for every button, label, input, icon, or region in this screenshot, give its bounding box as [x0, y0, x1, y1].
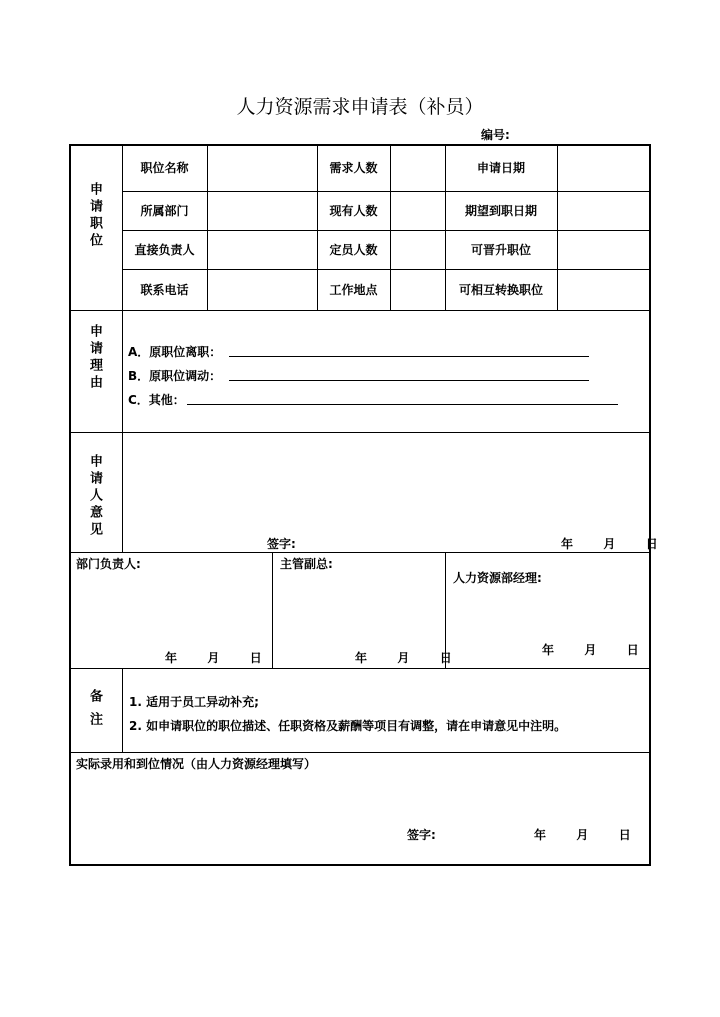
field-label-phone: 联系电话	[140, 283, 189, 297]
dept-head-label: 部门负责人:	[76, 557, 141, 571]
hr-manager-label: 人力资源部经理:	[453, 571, 542, 585]
date-month: 月	[603, 537, 616, 551]
form-title: 人力资源需求申请表（补员）	[236, 96, 484, 118]
direct-supervisor-input[interactable]	[207, 230, 317, 269]
phone-input[interactable]	[207, 269, 317, 310]
position-name-input[interactable]	[207, 144, 317, 191]
current-headcount-input[interactable]	[390, 191, 445, 230]
work-location-input[interactable]	[390, 269, 445, 310]
department-input[interactable]	[207, 191, 317, 230]
field-label-work-location: 工作地点	[329, 283, 378, 297]
date-month: 月	[397, 651, 410, 665]
date-day: 日	[626, 643, 639, 657]
date-month: 月	[576, 828, 589, 842]
date-day: 日	[618, 828, 631, 842]
section-label-applicant-opinion: 申请人意见	[87, 454, 102, 539]
field-label-headcount-needed: 需求人数	[329, 161, 378, 175]
applicant-sign-label: 签字:	[267, 537, 296, 551]
field-label-expected-start-date: 期望到职日期	[464, 204, 537, 218]
reason-b-input-line[interactable]	[229, 380, 589, 381]
headcount-needed-input[interactable]	[390, 144, 445, 191]
date-month: 月	[207, 651, 220, 665]
transferable-position-input[interactable]	[557, 269, 649, 310]
reason-option-b: B．原职位调动：	[128, 369, 222, 383]
application-form	[69, 144, 658, 866]
vp-label: 主管副总:	[280, 557, 333, 571]
final-sign-label: 签字:	[407, 828, 436, 842]
reason-a-input-line[interactable]	[229, 356, 589, 357]
date-day: 日	[645, 537, 658, 551]
date-month: 月	[584, 643, 597, 657]
date-year: 年	[534, 828, 547, 842]
reason-c-input-line[interactable]	[187, 404, 618, 405]
expected-start-date-input[interactable]	[557, 191, 649, 230]
reason-option-c: C．其他：	[128, 393, 185, 407]
section-label-remarks: 备注	[87, 689, 102, 735]
final-date	[534, 826, 631, 843]
remark-item-1: 1. 适用于员工异动补充;	[129, 695, 259, 709]
date-year: 年	[355, 651, 368, 665]
quota-input[interactable]	[390, 230, 445, 269]
vp-date	[355, 649, 452, 666]
field-label-department: 所属部门	[140, 204, 189, 218]
field-label-quota: 定员人数	[329, 243, 378, 257]
reason-option-a: A．原职位离职：	[128, 345, 222, 359]
date-year: 年	[561, 537, 574, 551]
field-label-direct-supervisor: 直接负责人	[134, 243, 195, 257]
date-year: 年	[542, 643, 555, 657]
field-label-current-headcount: 现有人数	[329, 204, 378, 218]
field-label-apply-date: 申请日期	[476, 161, 525, 175]
field-label-promotable-position: 可晋升职位	[470, 243, 531, 257]
field-label-transferable-position: 可相互转换职位	[458, 283, 543, 297]
section-label-position: 申请职位	[87, 182, 102, 250]
date-day: 日	[439, 651, 452, 665]
final-status-label: 实际录用和到位情况（由人力资源经理填写）	[76, 757, 317, 771]
serial-number-label: 编号:	[481, 128, 510, 142]
date-year: 年	[165, 651, 178, 665]
hr-manager-date	[542, 641, 639, 658]
applicant-date	[561, 535, 658, 552]
apply-date-input[interactable]	[557, 144, 649, 191]
date-day: 日	[249, 651, 262, 665]
section-label-reason: 申请理由	[87, 324, 102, 392]
field-label-position-name: 职位名称	[140, 161, 189, 175]
promotable-position-input[interactable]	[557, 230, 649, 269]
dept-head-date	[165, 649, 262, 666]
remark-item-2: 2. 如申请职位的职位描述、任职资格及薪酬等项目有调整，请在申请意见中注明。	[129, 719, 567, 733]
